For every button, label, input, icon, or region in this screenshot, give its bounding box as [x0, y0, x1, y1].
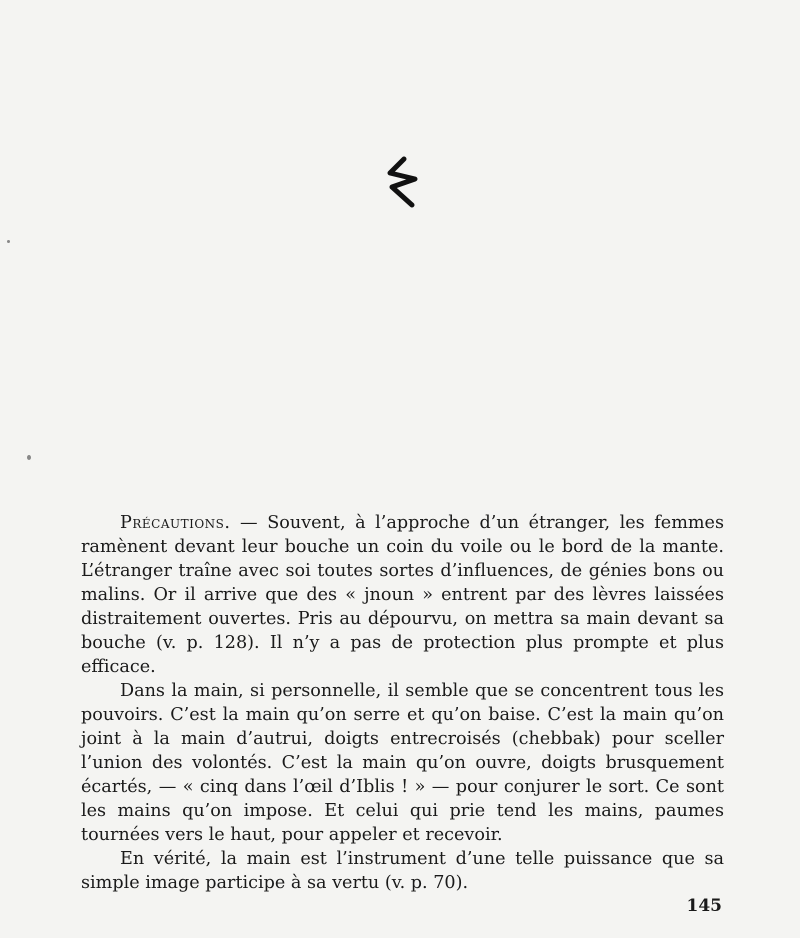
- paper-speck: [7, 240, 10, 243]
- page-number: 145: [686, 896, 722, 916]
- paragraph-text: — Souvent, à l’approche d’un étranger, les femmes ramènent devant leur bouche un coin du voile ou le bord de la mante. L’étranger traîne avec soi toutes sortes d’influences, de génies bons ou malins. Or il arrive que des « jnoun » entrent par des lèvres laissées distraitement ouvertes. Pris au dépourvu, on mettra sa main devant sa bouche (v. p. 128). Il n’y a pas de protection plus prompte et plus efficace.: [81, 513, 724, 677]
- paper-speck: [27, 455, 31, 460]
- paragraph-main-pouvoirs: Dans la main, si personnelle, il semble que se concentrent tous les pouvoirs. C’est la main qu’on serre et qu’on baise. C’est la main qu’on joint à la main d’autrui, doigts entrecroisés (chebbak) pour sceller l’union des volontés. C’est la main qu’on ouvre, doigts brusquement écartés, — « cinq dans l’œil d’Iblis ! » — pour conjurer le sort. Ce sont les mains qu’on impose. Et celui qui prie tend les mains, paumes tournées vers le haut, pour appeler et recevoir.: [81, 681, 724, 845]
- arabic-letter-icon: [382, 155, 422, 211]
- body-text: [81, 511, 724, 895]
- paragraph-precautions: [81, 511, 724, 679]
- paragraph-en-verite: En vérité, la main est l’instrument d’une telle puissance que sa simple image participe à sa vertu (v. p. 70).: [81, 849, 724, 893]
- section-heading: Précautions.: [120, 513, 231, 533]
